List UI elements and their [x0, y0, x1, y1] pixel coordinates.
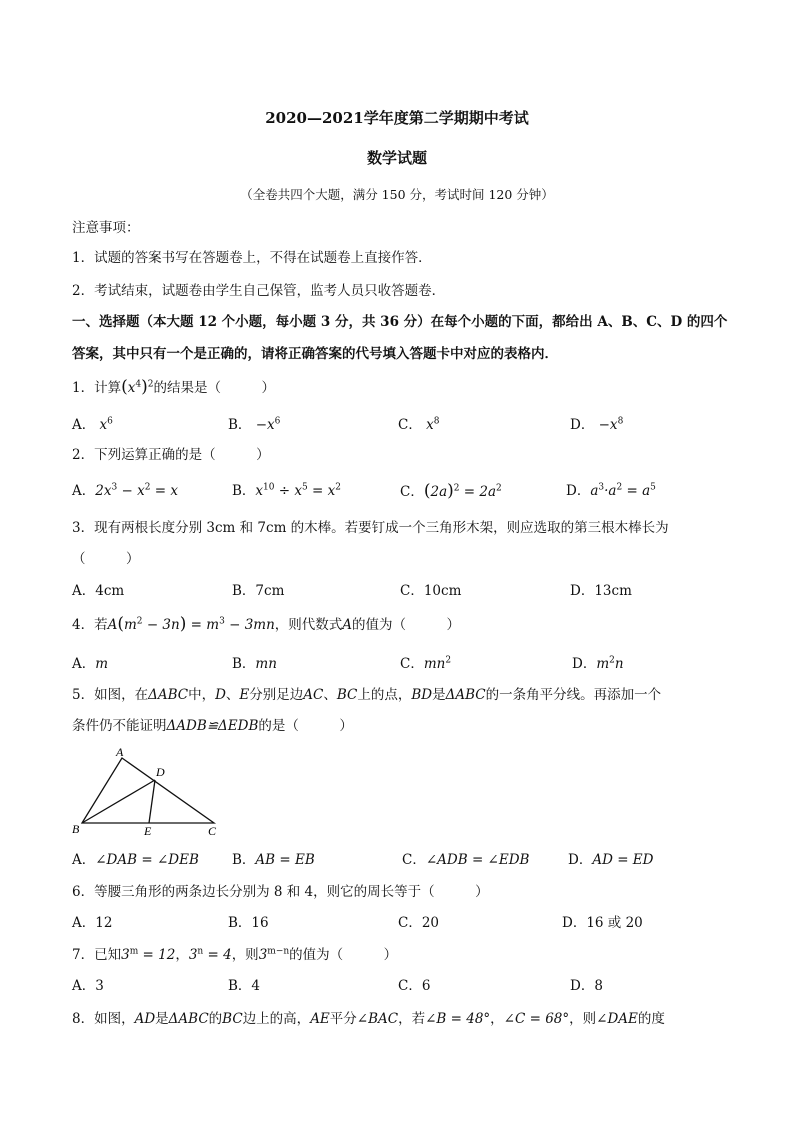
label-b: B — [72, 822, 80, 836]
exam-subtitle: 数学试题 — [366, 149, 427, 167]
q1-expression: $(x^4)^2$ — [121, 377, 154, 397]
q1-option-b[interactable]: B． $-x^6$ — [228, 416, 281, 433]
q2-option-c[interactable]: C．$(2a)^2 = 2a^2$ — [400, 481, 502, 501]
q6-option-c[interactable]: C．20 — [398, 915, 440, 931]
q2-option-a[interactable]: A．$2x^3 - x^2 = x$ — [72, 482, 178, 499]
label-c: C — [208, 824, 217, 838]
q5-option-c[interactable]: C．∠ADB = ∠EDB — [402, 852, 530, 868]
q2-stem: 2．下列运算正确的是（ ） — [72, 447, 270, 463]
segment-de — [149, 780, 155, 823]
q3-stem-line2: （ ） — [72, 551, 140, 567]
q4-option-d[interactable]: D．$m^2n$ — [572, 655, 624, 672]
q1-stem — [72, 378, 275, 397]
notice-item-2: 2．考试结束，试题卷由学生自己保管，监考人员只收答题卷． — [72, 283, 446, 299]
q4-option-c[interactable]: C．$mn^2$ — [400, 655, 452, 672]
q3-stem-line1: 3．现有两根长度分别 3cm 和 7cm 的木棒。若要钉成一个三角形木架，则应选取的第三根木棒长为 — [72, 520, 669, 536]
q5-option-d[interactable]: D．AD = ED — [568, 852, 654, 868]
q3-option-c[interactable]: C．10cm — [400, 583, 462, 599]
q4-stem: 4．若$A(m^2 - 3n) = m^3 - 3mn$，则代数式A的值为（ ） — [72, 614, 461, 634]
q2-option-d[interactable]: D．$a^3\cdot a^2 = a^5$ — [566, 482, 656, 499]
q1-option-d[interactable]: D． $-x^8$ — [570, 416, 624, 433]
label-d: D — [156, 765, 165, 779]
label-e: E — [144, 824, 152, 838]
q4-option-b[interactable]: B．mn — [232, 656, 277, 672]
q5-option-a[interactable]: A．∠DAB = ∠DEB — [72, 852, 199, 868]
exam-note: （全卷共四个大题，满分 150 分，考试时间 120 分钟） — [240, 187, 554, 202]
notice-heading: 注意事项： — [72, 220, 140, 236]
q1-option-a[interactable]: A． $x^6$ — [72, 416, 113, 433]
q2-option-b[interactable]: B．$x^{10} \div x^5 = x^2$ — [232, 482, 341, 499]
q7-option-c[interactable]: C．6 — [398, 978, 431, 994]
q5-stem-line1: 5．如图，在ΔABC中，D、E分别足边AC、BC上的点，BD是ΔABC的一条角平分线。再添加一个 — [72, 687, 662, 703]
q1-prefix: 1．计算 — [72, 380, 122, 396]
segment-bd — [82, 780, 155, 823]
q6-option-d[interactable]: D．16 或 20 — [562, 915, 643, 931]
q7-option-a[interactable]: A．3 — [72, 978, 104, 994]
q3-option-b[interactable]: B．7cm — [232, 583, 285, 599]
q5-option-b[interactable]: B．AB = EB — [232, 852, 315, 868]
q6-option-a[interactable]: A．12 — [72, 915, 113, 931]
triangle-abc — [82, 758, 214, 823]
q3-option-a[interactable]: A．4cm — [72, 583, 125, 599]
q7-option-b[interactable]: B．4 — [228, 978, 261, 994]
exam-title: 2020—2021学年度第二学期期中考试 — [265, 109, 529, 127]
q4-option-a[interactable]: A．m — [72, 656, 109, 672]
q6-stem: 6．等腰三角形的两条边长分别为 8 和 4，则它的周长等于（ ） — [72, 884, 489, 900]
section1-line2: 答案，其中只有一个是正确的，请将正确答案的代号填入答题卡中对应的表格内． — [72, 346, 558, 362]
q5-triangle-figure — [68, 745, 228, 840]
notice-item-1: 1．试题的答案书写在答题卷上，不得在试题卷上直接作答． — [72, 250, 432, 266]
q8-stem: 8．如图，AD是ΔABC的BC边上的高，AE平分∠BAC，若∠B = 48°，∠C = 68°，则∠DAE的度 — [72, 1011, 665, 1027]
q1-suffix: 的结果是（ ） — [153, 380, 275, 396]
q6-option-b[interactable]: B．16 — [228, 915, 269, 931]
q1-option-c[interactable]: C． $x^8$ — [398, 416, 440, 433]
section1-line1: 一、选择题（本大题 12 个小题，每小题 3 分，共 36 分）在每个小题的下面，都给出 A、B、C、D 的四个 — [72, 314, 728, 330]
q7-option-d[interactable]: D．8 — [570, 978, 603, 994]
q7-stem: 7．已知$3^m = 12$，$3^n = 4$，则$3^{m-n}$的值为（ ） — [72, 946, 398, 963]
q3-option-d[interactable]: D．13cm — [570, 583, 632, 599]
label-a: A — [116, 745, 124, 759]
q5-stem-line2: 条件仍不能证明ΔADB≌ΔEDB的是（ ） — [72, 718, 353, 734]
